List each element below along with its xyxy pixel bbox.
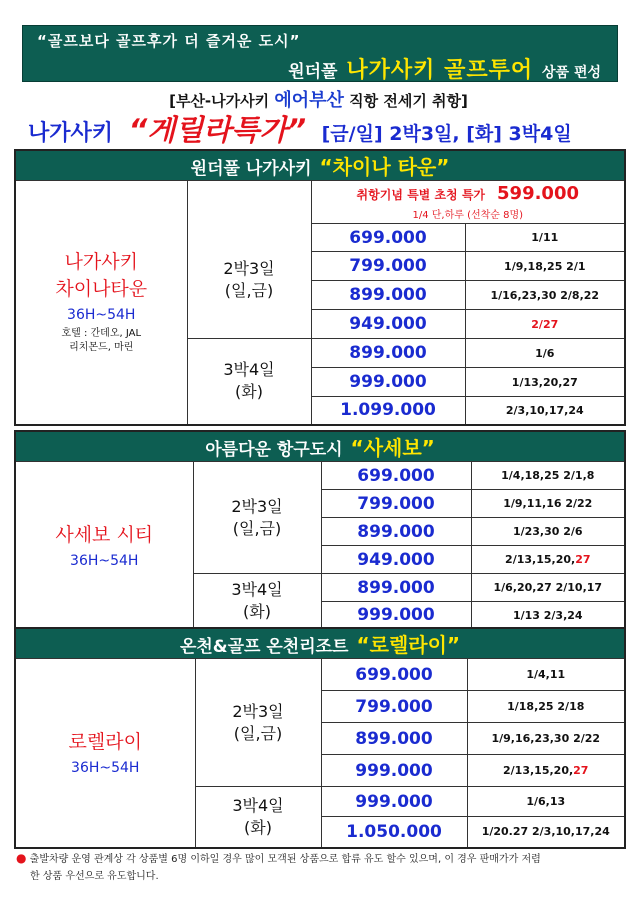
dates-cell: 1/13 2/3,24 bbox=[471, 602, 625, 630]
section-title-row bbox=[15, 150, 625, 181]
price-cell: 799.000 bbox=[311, 252, 465, 281]
header-title-highlight: 나가사키 골프투어 bbox=[346, 58, 534, 83]
dates-cell bbox=[471, 546, 625, 574]
special-offer-note: 1/4 단,하루 (선착순 8명) bbox=[412, 210, 524, 221]
header-title bbox=[288, 53, 601, 84]
price-cell: 699.000 bbox=[321, 462, 471, 490]
duration-cell bbox=[187, 339, 311, 425]
promo-line bbox=[28, 108, 572, 147]
dates-highlight: 27 bbox=[575, 553, 591, 566]
footnote-line2: 한 상품 우선으로 유도합니다. bbox=[30, 871, 159, 882]
price-cell: 999.000 bbox=[321, 787, 467, 817]
price-cell: 1.050.000 bbox=[321, 817, 467, 848]
dates-cell: 1/20.27 2/3,10,17,24 bbox=[467, 817, 625, 848]
duration-label: 2박3일 bbox=[232, 701, 284, 721]
product-table-lorelei bbox=[14, 627, 626, 849]
duration-label: 2박3일 bbox=[231, 496, 283, 516]
section-title-text: 원더풀 나가사키 bbox=[190, 159, 312, 179]
table-row bbox=[15, 181, 625, 224]
dates-highlight: 2/27 bbox=[531, 317, 559, 331]
price-cell: 799.000 bbox=[321, 490, 471, 518]
hotel-name-line2: 차이나타운 bbox=[55, 278, 148, 301]
special-offer-title bbox=[312, 183, 625, 204]
footnote-line1 bbox=[16, 850, 624, 868]
price-cell: 949.000 bbox=[321, 546, 471, 574]
promo-sale: “게릴라특가” bbox=[128, 113, 307, 147]
duration-days: (화) bbox=[244, 817, 272, 837]
dates-cell bbox=[465, 310, 625, 339]
hotel-note-line2: 리치몬드, 마린 bbox=[69, 342, 134, 354]
duration-cell bbox=[195, 659, 321, 787]
hotel-hours: 36H~54H bbox=[70, 552, 139, 569]
dates-cell: 1/4,18,25 2/1,8 bbox=[471, 462, 625, 490]
hotel-note: 호텔 : 간데오, JAL bbox=[61, 328, 142, 340]
section-title bbox=[15, 628, 625, 659]
flight-prefix: [부산-나가사키 bbox=[169, 92, 270, 110]
dates-cell bbox=[467, 755, 625, 787]
hotel-hours: 36H~54H bbox=[67, 307, 136, 324]
dates-cell: 1/9,11,16 2/22 bbox=[471, 490, 625, 518]
product-table-chinatown bbox=[14, 149, 626, 426]
price-cell: 899.000 bbox=[321, 723, 467, 755]
footnote-text: 출발차량 운영 관계상 각 상품별 6명 이하일 경우 많이 모객된 상품으로 합류 유도 할수 있으며, 이 경우 판매가가 저렴 bbox=[29, 854, 541, 865]
table-row bbox=[15, 462, 625, 490]
price-cell: 999.000 bbox=[321, 755, 467, 787]
hotel-cell bbox=[15, 659, 195, 848]
header-title-suffix: 상품 편성 bbox=[542, 65, 601, 81]
section-title-text: 아름다운 항구도시 bbox=[205, 440, 343, 460]
dates-highlight: 27 bbox=[573, 764, 589, 777]
price-cell: 899.000 bbox=[311, 281, 465, 310]
section-title-highlight: “사세보” bbox=[350, 436, 435, 460]
duration-label: 3박4일 bbox=[231, 580, 283, 600]
duration-label: 3박4일 bbox=[223, 360, 275, 380]
footnote bbox=[16, 850, 624, 885]
dates-cell: 1/13,20,27 bbox=[465, 368, 625, 397]
dates-cell: 1/11 bbox=[465, 224, 625, 252]
dates-cell: 1/9,18,25 2/1 bbox=[465, 252, 625, 281]
price-cell: 1.099.000 bbox=[311, 397, 465, 425]
header-title-prefix: 원더풀 bbox=[288, 62, 338, 82]
duration-days: (일,금) bbox=[224, 280, 274, 300]
duration-days: (일,금) bbox=[232, 518, 282, 538]
section-title-highlight: “차이나 타운” bbox=[319, 155, 450, 179]
promo-schedule: [금/일] 2박3일, [화] 3박4일 bbox=[321, 123, 572, 145]
price-cell: 999.000 bbox=[321, 602, 471, 630]
price-cell: 899.000 bbox=[321, 518, 471, 546]
flight-suffix: 직항 전세기 취항] bbox=[349, 92, 468, 110]
product-table-sasebo bbox=[14, 430, 626, 631]
price-cell: 949.000 bbox=[311, 310, 465, 339]
duration-label: 3박4일 bbox=[232, 795, 284, 815]
dates-cell: 1/16,23,30 2/8,22 bbox=[465, 281, 625, 310]
duration-cell bbox=[187, 181, 311, 339]
duration-days: (화) bbox=[243, 602, 271, 622]
price-cell: 799.000 bbox=[321, 691, 467, 723]
dates-cell: 1/4,11 bbox=[467, 659, 625, 691]
section-title-highlight: “로렐라이” bbox=[356, 633, 461, 657]
dates-text: 2/13,15,20, bbox=[503, 764, 574, 777]
section-title-row bbox=[15, 628, 625, 659]
dates-cell: 2/3,10,17,24 bbox=[465, 397, 625, 425]
section-title-row bbox=[15, 431, 625, 462]
duration-days: (화) bbox=[235, 382, 263, 402]
hotel-name: 사세보 시티 bbox=[55, 523, 154, 546]
price-cell: 999.000 bbox=[311, 368, 465, 397]
dates-text: 2/13,15,20, bbox=[505, 553, 576, 566]
price-cell: 899.000 bbox=[321, 574, 471, 602]
hotel-cell bbox=[15, 181, 187, 425]
hotel-cell bbox=[15, 462, 193, 630]
dates-cell: 1/6,13 bbox=[467, 787, 625, 817]
dates-cell: 1/18,25 2/18 bbox=[467, 691, 625, 723]
duration-cell bbox=[193, 574, 321, 630]
price-cell: 699.000 bbox=[311, 224, 465, 252]
promo-destination: 나가사키 bbox=[28, 121, 114, 146]
dates-cell: 1/23,30 2/6 bbox=[471, 518, 625, 546]
price-cell: 899.000 bbox=[311, 339, 465, 368]
duration-cell bbox=[193, 462, 321, 574]
hotel-name: 나가사키 bbox=[64, 251, 138, 274]
duration-days: (일,금) bbox=[233, 723, 283, 743]
bullet-icon: ● bbox=[16, 851, 27, 865]
dates-cell: 1/9,16,23,30 2/22 bbox=[467, 723, 625, 755]
flight-airline: 에어부산 bbox=[274, 90, 344, 111]
table-row bbox=[15, 659, 625, 691]
dates-cell: 1/6 bbox=[465, 339, 625, 368]
special-offer-cell bbox=[311, 181, 625, 224]
duration-cell bbox=[195, 787, 321, 848]
duration-label: 2박3일 bbox=[223, 258, 275, 278]
price-cell: 699.000 bbox=[321, 659, 467, 691]
section-title bbox=[15, 150, 625, 181]
special-offer-text: 취항기념 특별 초청 특가 bbox=[356, 188, 486, 202]
section-title bbox=[15, 431, 625, 462]
hotel-name: 로렐라이 bbox=[68, 731, 142, 754]
header-banner bbox=[22, 25, 618, 82]
hotel-hours: 36H~54H bbox=[71, 760, 140, 777]
special-offer-price: 599.000 bbox=[497, 183, 579, 204]
section-title-text: 온천&골프 온천리조트 bbox=[179, 637, 349, 657]
dates-cell: 1/6,20,27 2/10,17 bbox=[471, 574, 625, 602]
header-slogan: “골프보다 골프후가 더 즐거운 도시” bbox=[37, 32, 301, 50]
